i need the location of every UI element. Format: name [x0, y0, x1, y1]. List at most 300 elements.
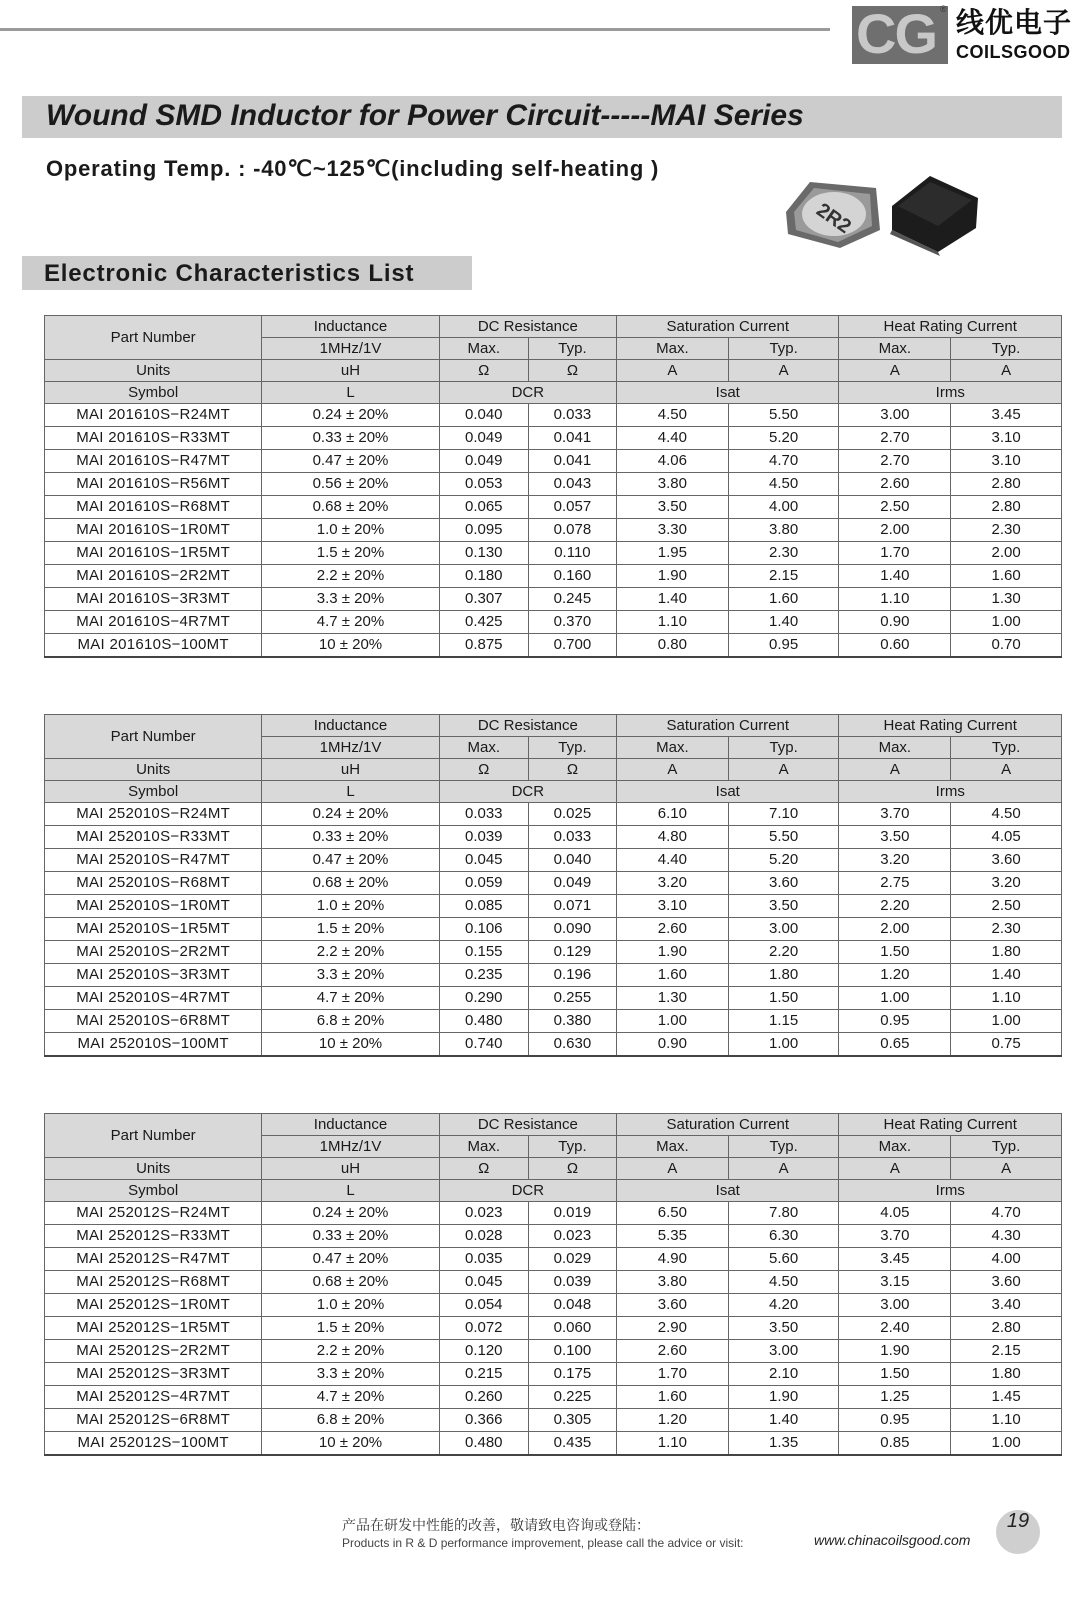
- unit-resistance: Ω: [528, 1158, 616, 1180]
- irms-max-cell: 2.60: [839, 473, 951, 496]
- irms-max-cell: 2.20: [839, 895, 951, 918]
- isat-typ-cell: 2.10: [728, 1363, 839, 1386]
- inductance-value-cell: 3.3 ± 20%: [262, 588, 439, 611]
- irms-typ-cell: 3.40: [951, 1294, 1062, 1317]
- irms-max-cell: 2.00: [839, 918, 951, 941]
- dcr-max-cell: 0.875: [439, 634, 528, 658]
- irms-max-cell: 1.00: [839, 987, 951, 1010]
- part-number-cell: MAI 252012S−2R2MT: [45, 1340, 262, 1363]
- irms-typ-cell: 4.05: [951, 826, 1062, 849]
- symbol-label: Symbol: [45, 1180, 262, 1202]
- irms-max-cell: 3.20: [839, 849, 951, 872]
- symbol-isat: Isat: [617, 1180, 839, 1202]
- table-row: [45, 964, 1062, 987]
- max-header: Max.: [617, 338, 729, 360]
- unit-current: A: [617, 360, 729, 382]
- inductance-value-cell: 2.2 ± 20%: [262, 941, 439, 964]
- max-header: Max.: [617, 1136, 729, 1158]
- isat-typ-cell: 4.50: [728, 1271, 839, 1294]
- product-photo: [780, 172, 990, 256]
- max-header: Max.: [839, 338, 951, 360]
- part-number-cell: MAI 252010S−1R0MT: [45, 895, 262, 918]
- max-header: Max.: [439, 737, 528, 759]
- dcr-typ-cell: 0.090: [528, 918, 616, 941]
- typ-header: Typ.: [528, 338, 616, 360]
- isat-max-cell: 4.80: [617, 826, 729, 849]
- dcr-typ-cell: 0.039: [528, 1271, 616, 1294]
- inductance-value-cell: 0.24 ± 20%: [262, 1202, 439, 1225]
- table-row: [45, 542, 1062, 565]
- units-label: Units: [45, 360, 262, 382]
- table-row: [45, 519, 1062, 542]
- dcr-typ-cell: 0.057: [528, 496, 616, 519]
- irms-typ-cell: 1.10: [951, 1409, 1062, 1432]
- isat-max-cell: 4.90: [617, 1248, 729, 1271]
- irms-max-cell: 4.05: [839, 1202, 951, 1225]
- symbol-row: [45, 1180, 1062, 1202]
- dcr-typ-cell: 0.196: [528, 964, 616, 987]
- isat-max-cell: 1.60: [617, 1386, 729, 1409]
- dcr-typ-cell: 0.435: [528, 1432, 616, 1456]
- irms-max-cell: 0.85: [839, 1432, 951, 1456]
- typ-header: Typ.: [951, 737, 1062, 759]
- unit-current: A: [728, 759, 839, 781]
- footer-website-link[interactable]: www.chinacoilsgood.com: [814, 1532, 971, 1548]
- isat-max-cell: 4.06: [617, 450, 729, 473]
- part-number-cell: MAI 252010S−R47MT: [45, 849, 262, 872]
- table-row: [45, 1317, 1062, 1340]
- isat-typ-cell: 4.70: [728, 450, 839, 473]
- inductance-value-cell: 0.68 ± 20%: [262, 496, 439, 519]
- inductance-header: Inductance: [262, 715, 439, 737]
- isat-max-cell: 3.60: [617, 1294, 729, 1317]
- dcr-max-cell: 0.480: [439, 1010, 528, 1033]
- dcr-max-cell: 0.155: [439, 941, 528, 964]
- irms-typ-cell: 3.60: [951, 849, 1062, 872]
- saturation-current-header: Saturation Current: [617, 1114, 839, 1136]
- dcr-typ-cell: 0.048: [528, 1294, 616, 1317]
- inductance-value-cell: 6.8 ± 20%: [262, 1409, 439, 1432]
- symbol-row: [45, 781, 1062, 803]
- dcr-typ-cell: 0.033: [528, 404, 616, 427]
- symbol-irms: Irms: [839, 382, 1062, 404]
- irms-typ-cell: 4.70: [951, 1202, 1062, 1225]
- dcr-max-cell: 0.033: [439, 803, 528, 826]
- symbol-inductance: L: [262, 382, 439, 404]
- part-number-cell: MAI 252010S−3R3MT: [45, 964, 262, 987]
- irms-max-cell: 0.95: [839, 1409, 951, 1432]
- dc-resistance-header: DC Resistance: [439, 316, 616, 338]
- dcr-max-cell: 0.290: [439, 987, 528, 1010]
- part-number-header: Part Number: [45, 316, 262, 360]
- dcr-typ-cell: 0.305: [528, 1409, 616, 1432]
- isat-max-cell: 1.40: [617, 588, 729, 611]
- table-row: [45, 427, 1062, 450]
- part-number-cell: MAI 252012S−1R0MT: [45, 1294, 262, 1317]
- table-row: [45, 1432, 1062, 1456]
- inductance-value-cell: 1.5 ± 20%: [262, 1317, 439, 1340]
- irms-max-cell: 1.20: [839, 964, 951, 987]
- unit-current: A: [951, 360, 1062, 382]
- inductance-value-cell: 2.2 ± 20%: [262, 1340, 439, 1363]
- unit-resistance: Ω: [528, 759, 616, 781]
- part-number-cell: MAI 252010S−4R7MT: [45, 987, 262, 1010]
- dcr-max-cell: 0.235: [439, 964, 528, 987]
- part-number-cell: MAI 252010S−R68MT: [45, 872, 262, 895]
- dcr-typ-cell: 0.043: [528, 473, 616, 496]
- irms-max-cell: 1.25: [839, 1386, 951, 1409]
- symbol-isat: Isat: [617, 781, 839, 803]
- isat-max-cell: 2.60: [617, 1340, 729, 1363]
- part-number-cell: MAI 252010S−6R8MT: [45, 1010, 262, 1033]
- dcr-typ-cell: 0.175: [528, 1363, 616, 1386]
- saturation-current-header: Saturation Current: [617, 715, 839, 737]
- units-row: [45, 360, 1062, 382]
- isat-typ-cell: 3.80: [728, 519, 839, 542]
- symbol-label: Symbol: [45, 382, 262, 404]
- logo-letters: CG: [856, 2, 936, 65]
- isat-max-cell: 1.70: [617, 1363, 729, 1386]
- dcr-typ-cell: 0.129: [528, 941, 616, 964]
- dcr-typ-cell: 0.049: [528, 872, 616, 895]
- dcr-typ-cell: 0.630: [528, 1033, 616, 1057]
- isat-max-cell: 3.30: [617, 519, 729, 542]
- irms-max-cell: 3.45: [839, 1248, 951, 1271]
- irms-typ-cell: 4.30: [951, 1225, 1062, 1248]
- spec-table: [44, 1113, 1062, 1456]
- table-row: [45, 1294, 1062, 1317]
- part-number-cell: MAI 252010S−100MT: [45, 1033, 262, 1057]
- typ-header: Typ.: [951, 338, 1062, 360]
- operating-temp: Operating Temp. : -40℃~125℃(including self-heating ): [46, 156, 660, 181]
- irms-typ-cell: 2.00: [951, 542, 1062, 565]
- isat-max-cell: 3.80: [617, 473, 729, 496]
- isat-typ-cell: 1.50: [728, 987, 839, 1010]
- isat-max-cell: 2.90: [617, 1317, 729, 1340]
- isat-typ-cell: 4.50: [728, 473, 839, 496]
- isat-typ-cell: 1.90: [728, 1386, 839, 1409]
- table-row: [45, 1225, 1062, 1248]
- isat-max-cell: 4.40: [617, 427, 729, 450]
- dcr-typ-cell: 0.060: [528, 1317, 616, 1340]
- irms-typ-cell: 3.60: [951, 1271, 1062, 1294]
- dcr-max-cell: 0.059: [439, 872, 528, 895]
- table-row: [45, 565, 1062, 588]
- units-label: Units: [45, 1158, 262, 1180]
- irms-typ-cell: 2.80: [951, 1317, 1062, 1340]
- inductance-value-cell: 0.56 ± 20%: [262, 473, 439, 496]
- units-row: [45, 759, 1062, 781]
- irms-typ-cell: 1.40: [951, 964, 1062, 987]
- part-number-cell: MAI 201610S−R24MT: [45, 404, 262, 427]
- isat-max-cell: 4.40: [617, 849, 729, 872]
- part-number-cell: MAI 252010S−R33MT: [45, 826, 262, 849]
- table-row: [45, 611, 1062, 634]
- part-number-cell: MAI 252012S−R24MT: [45, 1202, 262, 1225]
- dcr-typ-cell: 0.041: [528, 427, 616, 450]
- irms-max-cell: 2.40: [839, 1317, 951, 1340]
- irms-max-cell: 1.50: [839, 941, 951, 964]
- irms-max-cell: 3.70: [839, 803, 951, 826]
- test-condition-header: 1MHz/1V: [262, 338, 439, 360]
- inductance-header: Inductance: [262, 1114, 439, 1136]
- dcr-typ-cell: 0.255: [528, 987, 616, 1010]
- irms-max-cell: 2.70: [839, 450, 951, 473]
- table-row: [45, 404, 1062, 427]
- inductance-value-cell: 0.24 ± 20%: [262, 404, 439, 427]
- inductance-value-cell: 2.2 ± 20%: [262, 565, 439, 588]
- irms-max-cell: 0.65: [839, 1033, 951, 1057]
- dcr-max-cell: 0.028: [439, 1225, 528, 1248]
- irms-max-cell: 3.15: [839, 1271, 951, 1294]
- logo-chinese-name: 线优电子: [956, 6, 1073, 39]
- inductance-value-cell: 6.8 ± 20%: [262, 1010, 439, 1033]
- irms-max-cell: 1.10: [839, 588, 951, 611]
- irms-max-cell: 3.50: [839, 826, 951, 849]
- unit-current: A: [951, 759, 1062, 781]
- irms-typ-cell: 2.50: [951, 895, 1062, 918]
- inductance-value-cell: 10 ± 20%: [262, 634, 439, 658]
- dcr-max-cell: 0.095: [439, 519, 528, 542]
- inductance-value-cell: 0.47 ± 20%: [262, 1248, 439, 1271]
- symbol-row: [45, 382, 1062, 404]
- max-header: Max.: [439, 1136, 528, 1158]
- isat-max-cell: 3.50: [617, 496, 729, 519]
- unit-inductance: uH: [262, 360, 439, 382]
- table-row: [45, 588, 1062, 611]
- unit-current: A: [951, 1158, 1062, 1180]
- isat-max-cell: 3.20: [617, 872, 729, 895]
- isat-max-cell: 3.80: [617, 1271, 729, 1294]
- dcr-max-cell: 0.035: [439, 1248, 528, 1271]
- part-number-cell: MAI 201610S−R47MT: [45, 450, 262, 473]
- dcr-typ-cell: 0.025: [528, 803, 616, 826]
- typ-header: Typ.: [951, 1136, 1062, 1158]
- inductance-value-cell: 10 ± 20%: [262, 1432, 439, 1456]
- isat-typ-cell: 1.40: [728, 611, 839, 634]
- symbol-isat: Isat: [617, 382, 839, 404]
- part-number-cell: MAI 252012S−1R5MT: [45, 1317, 262, 1340]
- irms-max-cell: 1.50: [839, 1363, 951, 1386]
- dcr-max-cell: 0.023: [439, 1202, 528, 1225]
- test-condition-header: 1MHz/1V: [262, 1136, 439, 1158]
- unit-current: A: [617, 1158, 729, 1180]
- max-header: Max.: [839, 1136, 951, 1158]
- max-header: Max.: [617, 737, 729, 759]
- table-row: [45, 1033, 1062, 1057]
- logo-english-name: COILSGOOD: [956, 42, 1071, 62]
- table-row: [45, 1363, 1062, 1386]
- heat-rating-current-header: Heat Rating Current: [839, 715, 1062, 737]
- irms-typ-cell: 0.70: [951, 634, 1062, 658]
- inductance-value-cell: 1.0 ± 20%: [262, 519, 439, 542]
- dcr-typ-cell: 0.245: [528, 588, 616, 611]
- inductance-value-cell: 0.33 ± 20%: [262, 826, 439, 849]
- dcr-typ-cell: 0.071: [528, 895, 616, 918]
- inductance-value-cell: 0.47 ± 20%: [262, 849, 439, 872]
- heat-rating-current-header: Heat Rating Current: [839, 316, 1062, 338]
- isat-max-cell: 1.00: [617, 1010, 729, 1033]
- irms-max-cell: 1.70: [839, 542, 951, 565]
- table-row: [45, 826, 1062, 849]
- dcr-max-cell: 0.740: [439, 1033, 528, 1057]
- part-number-cell: MAI 252010S−R24MT: [45, 803, 262, 826]
- dcr-typ-cell: 0.033: [528, 826, 616, 849]
- dcr-max-cell: 0.215: [439, 1363, 528, 1386]
- dcr-typ-cell: 0.380: [528, 1010, 616, 1033]
- table-row: [45, 1248, 1062, 1271]
- isat-max-cell: 1.30: [617, 987, 729, 1010]
- chip-marking: 2R2: [812, 199, 855, 239]
- typ-header: Typ.: [528, 1136, 616, 1158]
- table-row: [45, 1010, 1062, 1033]
- part-number-cell: MAI 252012S−R33MT: [45, 1225, 262, 1248]
- irms-typ-cell: 1.30: [951, 588, 1062, 611]
- irms-max-cell: 0.90: [839, 611, 951, 634]
- dcr-max-cell: 0.480: [439, 1432, 528, 1456]
- irms-typ-cell: 0.75: [951, 1033, 1062, 1057]
- table-row: [45, 872, 1062, 895]
- dcr-typ-cell: 0.225: [528, 1386, 616, 1409]
- table-row: [45, 849, 1062, 872]
- symbol-dcr: DCR: [439, 781, 616, 803]
- isat-typ-cell: 3.60: [728, 872, 839, 895]
- spec-table: [44, 315, 1062, 658]
- dcr-typ-cell: 0.041: [528, 450, 616, 473]
- inductance-value-cell: 0.47 ± 20%: [262, 450, 439, 473]
- isat-typ-cell: 2.20: [728, 941, 839, 964]
- table-row: [45, 496, 1062, 519]
- footer-note-english: Products in R & D performance improvement, please call the advice or visit:: [342, 1536, 744, 1550]
- irms-max-cell: 3.00: [839, 404, 951, 427]
- isat-max-cell: 1.10: [617, 611, 729, 634]
- isat-max-cell: 1.90: [617, 941, 729, 964]
- isat-typ-cell: 2.15: [728, 565, 839, 588]
- header-row: [45, 715, 1062, 737]
- part-number-cell: MAI 201610S−1R0MT: [45, 519, 262, 542]
- dcr-max-cell: 0.425: [439, 611, 528, 634]
- part-number-cell: MAI 201610S−1R5MT: [45, 542, 262, 565]
- inductance-value-cell: 3.3 ± 20%: [262, 964, 439, 987]
- irms-max-cell: 2.75: [839, 872, 951, 895]
- dcr-typ-cell: 0.110: [528, 542, 616, 565]
- typ-header: Typ.: [728, 338, 839, 360]
- inductance-header: Inductance: [262, 316, 439, 338]
- isat-typ-cell: 1.80: [728, 964, 839, 987]
- dc-resistance-header: DC Resistance: [439, 715, 616, 737]
- table-row: [45, 1202, 1062, 1225]
- part-number-cell: MAI 252012S−4R7MT: [45, 1386, 262, 1409]
- dcr-max-cell: 0.072: [439, 1317, 528, 1340]
- dcr-typ-cell: 0.029: [528, 1248, 616, 1271]
- dcr-max-cell: 0.085: [439, 895, 528, 918]
- irms-typ-cell: 1.00: [951, 611, 1062, 634]
- part-number-cell: MAI 252010S−2R2MT: [45, 941, 262, 964]
- dcr-typ-cell: 0.040: [528, 849, 616, 872]
- isat-typ-cell: 3.50: [728, 1317, 839, 1340]
- header-row: [45, 316, 1062, 338]
- irms-max-cell: 0.60: [839, 634, 951, 658]
- part-number-cell: MAI 201610S−R33MT: [45, 427, 262, 450]
- dcr-typ-cell: 0.700: [528, 634, 616, 658]
- irms-max-cell: 1.40: [839, 565, 951, 588]
- dcr-typ-cell: 0.100: [528, 1340, 616, 1363]
- isat-max-cell: 1.10: [617, 1432, 729, 1456]
- saturation-current-header: Saturation Current: [617, 316, 839, 338]
- dcr-max-cell: 0.180: [439, 565, 528, 588]
- irms-max-cell: 2.00: [839, 519, 951, 542]
- isat-max-cell: 4.50: [617, 404, 729, 427]
- part-number-header: Part Number: [45, 715, 262, 759]
- dcr-max-cell: 0.053: [439, 473, 528, 496]
- unit-resistance: Ω: [439, 759, 528, 781]
- dcr-typ-cell: 0.370: [528, 611, 616, 634]
- irms-typ-cell: 2.80: [951, 473, 1062, 496]
- inductor-blank: [890, 176, 978, 256]
- isat-max-cell: 5.35: [617, 1225, 729, 1248]
- irms-typ-cell: 3.20: [951, 872, 1062, 895]
- irms-max-cell: 3.00: [839, 1294, 951, 1317]
- isat-max-cell: 0.80: [617, 634, 729, 658]
- inductance-value-cell: 0.68 ± 20%: [262, 1271, 439, 1294]
- part-number-cell: MAI 201610S−100MT: [45, 634, 262, 658]
- irms-typ-cell: 1.10: [951, 987, 1062, 1010]
- isat-max-cell: 6.10: [617, 803, 729, 826]
- part-number-cell: MAI 201610S−4R7MT: [45, 611, 262, 634]
- part-number-cell: MAI 201610S−3R3MT: [45, 588, 262, 611]
- typ-header: Typ.: [728, 737, 839, 759]
- part-number-cell: MAI 252012S−3R3MT: [45, 1363, 262, 1386]
- irms-typ-cell: 4.00: [951, 1248, 1062, 1271]
- footer-note-chinese: 产品在研发中性能的改善，敬请致电咨询或登陆：: [342, 1518, 650, 1534]
- max-header: Max.: [839, 737, 951, 759]
- symbol-dcr: DCR: [439, 1180, 616, 1202]
- irms-typ-cell: 2.15: [951, 1340, 1062, 1363]
- part-number-cell: MAI 252010S−1R5MT: [45, 918, 262, 941]
- dcr-max-cell: 0.106: [439, 918, 528, 941]
- irms-max-cell: 2.70: [839, 427, 951, 450]
- table-row: [45, 1271, 1062, 1294]
- inductance-value-cell: 0.33 ± 20%: [262, 427, 439, 450]
- unit-inductance: uH: [262, 1158, 439, 1180]
- dcr-max-cell: 0.260: [439, 1386, 528, 1409]
- isat-max-cell: 2.60: [617, 918, 729, 941]
- part-number-cell: MAI 201610S−2R2MT: [45, 565, 262, 588]
- symbol-inductance: L: [262, 1180, 439, 1202]
- table-row: [45, 941, 1062, 964]
- part-number-cell: MAI 201610S−R68MT: [45, 496, 262, 519]
- inductor-marked: [786, 182, 880, 248]
- irms-typ-cell: 3.10: [951, 450, 1062, 473]
- symbol-dcr: DCR: [439, 382, 616, 404]
- isat-max-cell: 6.50: [617, 1202, 729, 1225]
- isat-typ-cell: 1.60: [728, 588, 839, 611]
- isat-typ-cell: 3.50: [728, 895, 839, 918]
- isat-typ-cell: 3.00: [728, 918, 839, 941]
- page-number: 19: [996, 1510, 1040, 1554]
- company-logo: [852, 4, 1077, 68]
- irms-max-cell: 3.70: [839, 1225, 951, 1248]
- dcr-max-cell: 0.040: [439, 404, 528, 427]
- max-header: Max.: [439, 338, 528, 360]
- unit-current: A: [728, 1158, 839, 1180]
- symbol-label: Symbol: [45, 781, 262, 803]
- isat-typ-cell: 1.00: [728, 1033, 839, 1057]
- dcr-max-cell: 0.045: [439, 1271, 528, 1294]
- irms-typ-cell: 1.00: [951, 1432, 1062, 1456]
- dcr-max-cell: 0.054: [439, 1294, 528, 1317]
- inductance-value-cell: 1.0 ± 20%: [262, 1294, 439, 1317]
